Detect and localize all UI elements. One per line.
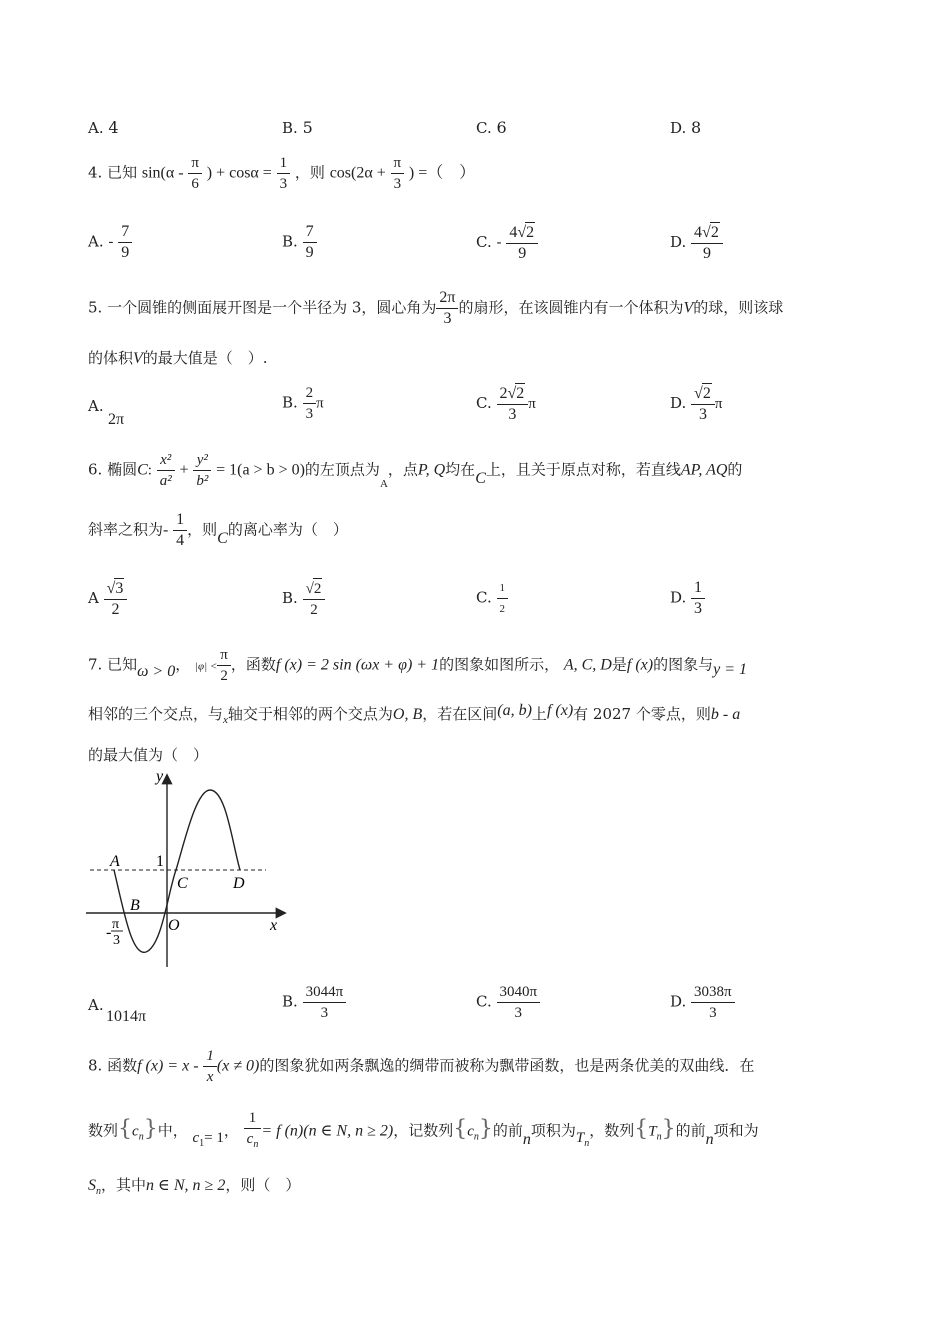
q6-option-a[interactable]: A $\frac{√3}{2}$ — [88, 578, 127, 620]
label-pi: π — [112, 917, 120, 932]
q4-option-a[interactable]: A. - $\frac{7}{9}$ — [88, 222, 132, 263]
label-one: 1 — [156, 853, 164, 870]
q4-option-c[interactable]: C. - $\frac{4√2}{9}$ — [476, 222, 538, 264]
q6-stem-line2: 斜率之积为- $\frac{1}{4}$ ，则C的离心率为（ ） — [88, 511, 348, 549]
q5-stem-line1: 5. 一个圆锥的侧面展开图是一个半径为 3，圆心角为 $\frac{2\pi}{3}$ 的扇形，在该圆锥内有一个体积为V的球，则该球 — [88, 289, 784, 327]
q4-pi-over-3: $\frac{\pi}{3}$ — [391, 153, 405, 194]
q6-option-d[interactable]: D. $\frac{1}{3}$ — [670, 578, 705, 619]
q8-stem-line2: 数列$\{c_n\}$中， $c_1= 1$， $\frac{1}{c_n}$ = f (n)(n ∈ N, n ≥ 2)，记数列$\{c_n\}$的前n项积为$T_n$，数列$\{T_n\}$的前n项和为 — [88, 1110, 759, 1150]
label-neg: - — [106, 924, 112, 941]
q3-option-c[interactable]: C. 6 — [476, 118, 507, 137]
q7-option-a[interactable]: A. — [88, 996, 104, 1014]
label-x: x — [270, 917, 278, 934]
q8-stem-line3: $S_n$，其中n ∈ N, n ≥ 2，则（ ） — [88, 1176, 301, 1197]
q4-stem: 4. 已知 sin(α - $\frac{\pi}{6}$ ) + cosα = $\frac{1}{3}$ ，则 cos(2α + $\frac{\pi}{3}$ ) =（ ） — [88, 155, 476, 192]
label-C: C — [177, 875, 188, 892]
q7-option-c[interactable]: C. $\frac{3040\pi}{3}$ — [476, 982, 540, 1023]
label-three: 3 — [113, 933, 120, 948]
q4-option-b[interactable]: B. $\frac{7}{9}$ — [282, 222, 317, 263]
q6-option-b[interactable]: B. $\frac{√2}{2}$ — [282, 578, 325, 620]
q6-option-c[interactable]: C. $\frac{1}{2}$ — [476, 578, 508, 619]
q5-option-d[interactable]: D. $\frac{√2}{3}$ π — [670, 385, 723, 423]
q4-option-d[interactable]: D. $\frac{4√2}{9}$ — [670, 222, 723, 264]
q4-pi-over-6: $\frac{\pi}{6}$ — [188, 153, 202, 194]
q3-option-b[interactable]: B. 5 — [282, 118, 313, 137]
q4-one-third: $\frac{1}{3}$ — [277, 153, 291, 194]
q5-option-b[interactable]: B. $\frac{2}{3}$ π — [282, 385, 324, 422]
label-O: O — [168, 917, 180, 934]
label-D: D — [233, 875, 245, 892]
q7-stem-line2: 相邻的三个交点，与$_x$轴交于相邻的两个交点为O, B，若在区间(a, b)上f (x)有 2027 个零点，则b - a — [88, 702, 741, 726]
label-B: B — [130, 897, 140, 914]
q7-stem-line1: 7. 已知ω > 0， |φ| < $\frac{\pi}{2}$ ，函数f (x) = 2 sin (ωx + φ) + 1的图象如图所示， A, C, D是f (x)的图象与y = 1 — [88, 647, 747, 684]
q6-stem-line1: 6. 椭圆C: $\frac{\text{x²}}{\text{a²}}$ + $\frac{\text{y²}}{\text{b²}}$ = 1(a > b > 0)的左顶点为$_A$，点P, Q均在C上，且关于原点对称，若直线AP, AQ的 — [88, 452, 743, 490]
q3-option-d[interactable]: D. 8 — [670, 118, 702, 137]
label-y: y — [156, 768, 164, 785]
q5-stem-line2: 的体积V的最大值是（ ）. — [88, 349, 268, 367]
q7-option-b[interactable]: B. $\frac{3044\pi}{3}$ — [282, 982, 346, 1023]
q7-stem-line3: 的最大值为（ ） — [88, 746, 209, 764]
q5-option-c[interactable]: C. $\frac{2√2}{3}$ π — [476, 385, 536, 423]
q5-option-a[interactable]: A. — [88, 397, 104, 415]
label-A: A — [110, 853, 120, 870]
q7-option-d[interactable]: D. $\frac{3038\pi}{3}$ — [670, 982, 735, 1023]
q8-stem-line1: 8. 函数f (x) = x - $\frac{1}{x}$ (x ≠ 0)的图象犹如两条飘逸的绸带而被称为飘带函数，也是两条优美的双曲线．在 — [88, 1048, 755, 1085]
q3-option-a[interactable]: A. 4 — [88, 118, 119, 137]
q7-function-graph — [80, 762, 300, 972]
